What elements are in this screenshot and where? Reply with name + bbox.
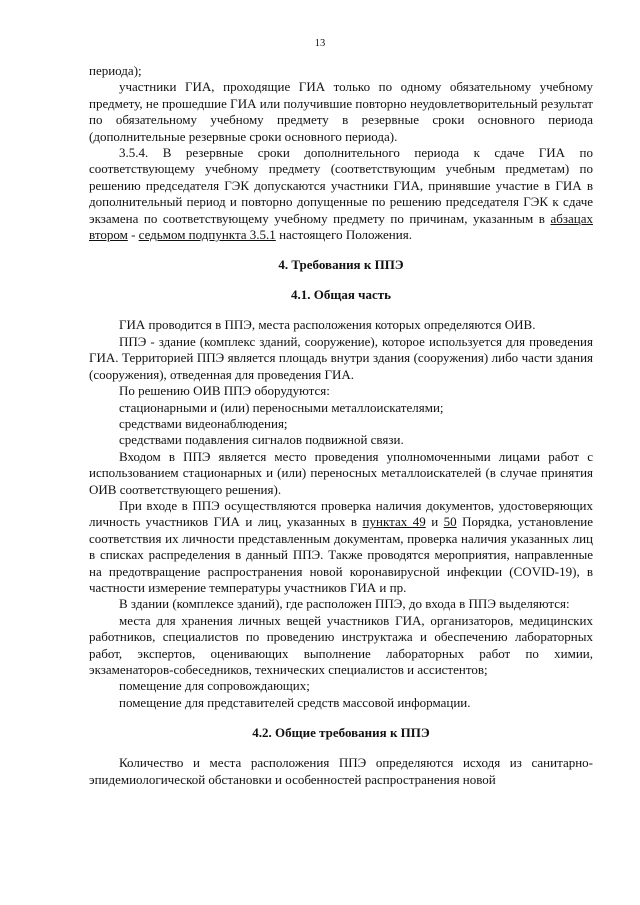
list-item: помещение для сопровождающих;	[119, 678, 310, 694]
list-item: помещение для представителей средств массовой информации.	[119, 694, 471, 710]
paragraph: Количество и места расположения ППЭ определяются исходя из санитарно-эпидемиологической обстановки и особенностей распространения новой	[89, 755, 593, 787]
paragraph-text: При входе в ППЭ осуществляются проверка наличия документов, удостоверяющих личность участников ГИА и лиц, указанных в	[89, 497, 593, 530]
list-item: средствами подавления сигналов подвижной связи.	[119, 432, 404, 448]
paragraph-text: 3.5.4. В резервные сроки дополнительного периода к сдаче ГИА по соответствующему учебному предмету (соответствующим учебным предметам) по решению председателя ГЭК допускаются участники ГИА, принявшие участие в ГИА в дополнительный период и повторно допущенные по решению председателя ГЭК к сдаче экзамена по соответствующему учебному предмету по причинам, указанным в	[89, 145, 593, 226]
page-number: 13	[314, 38, 326, 49]
paragraph: ГИА проводится в ППЭ, места расположения которых определяются ОИВ.	[119, 317, 536, 333]
paragraph: В здании (комплексе зданий), где расположен ППЭ, до входа в ППЭ выделяются:	[119, 596, 570, 612]
list-item: стационарными и (или) переносными металлоискателями;	[119, 399, 444, 415]
conjunction: и	[425, 514, 444, 530]
paragraph-tail: настоящего Положения.	[275, 227, 412, 243]
paragraph-3-5-4	[89, 145, 593, 243]
section-heading: 4. Требования к ППЭ	[278, 257, 404, 273]
paragraph: ППЭ - здание (комплекс зданий, сооружение), которое используется для проведения ГИА. Территорией ППЭ является площадь внутри здания (сооружения) либо части здания (сооружения), отведенная для проведения ГИА.	[89, 333, 593, 382]
list-item: места для хранения личных вещей участников ГИА, организаторов, медицинских работников, специалистов по проведению инструктажа и обеспечению лабораторных работ, экспертов, оценивающих выполнение лабораторных работ по химии, экзаменаторов-собеседников, технических специалистов и ассистентов;	[89, 612, 593, 677]
link-paragraph-second[interactable]: абзацах втором	[89, 210, 593, 243]
paragraph: По решению ОИВ ППЭ оборудуются:	[119, 383, 330, 399]
paragraph: Входом в ППЭ является место проведения уполномоченными лицами работ с использованием стационарных и (или) переносных металлоискателей (в случае принятия ОИВ соответствующего решения).	[89, 448, 593, 497]
dash: -	[127, 227, 139, 243]
link-item-50[interactable]: 50	[443, 514, 457, 530]
paragraph-entry-check	[89, 498, 593, 596]
list-item: средствами видеонаблюдения;	[119, 415, 288, 431]
link-item-49[interactable]: пунктах 49	[362, 514, 426, 530]
paragraph: периода);	[89, 63, 142, 78]
subsection-heading: 4.2. Общие требования к ППЭ	[252, 725, 430, 741]
paragraph: участники ГИА, проходящие ГИА только по одному обязательному учебному предмету, не прошедшие ГИА или получившие повторно неудовлетворительный результат по обязательному учебному предмету в резервные сроки основного периода (дополнительные резервные сроки основного периода).	[89, 79, 593, 144]
link-subparagraph-3-5-1[interactable]: седьмом подпункта 3.5.1	[138, 227, 276, 243]
paragraph-tail: Порядка, установление соответствия их личности представленным документам, проверка наличия указанных лиц в списках распределения в данный ППЭ. Также проводятся мероприятия, направленные на предотвращение распространения новой коронавирусной инфекции (COVID-19), в частности измерение температуры участников ГИА и пр.	[89, 514, 594, 595]
document-body	[89, 63, 593, 788]
subsection-heading: 4.1. Общая часть	[291, 287, 391, 303]
